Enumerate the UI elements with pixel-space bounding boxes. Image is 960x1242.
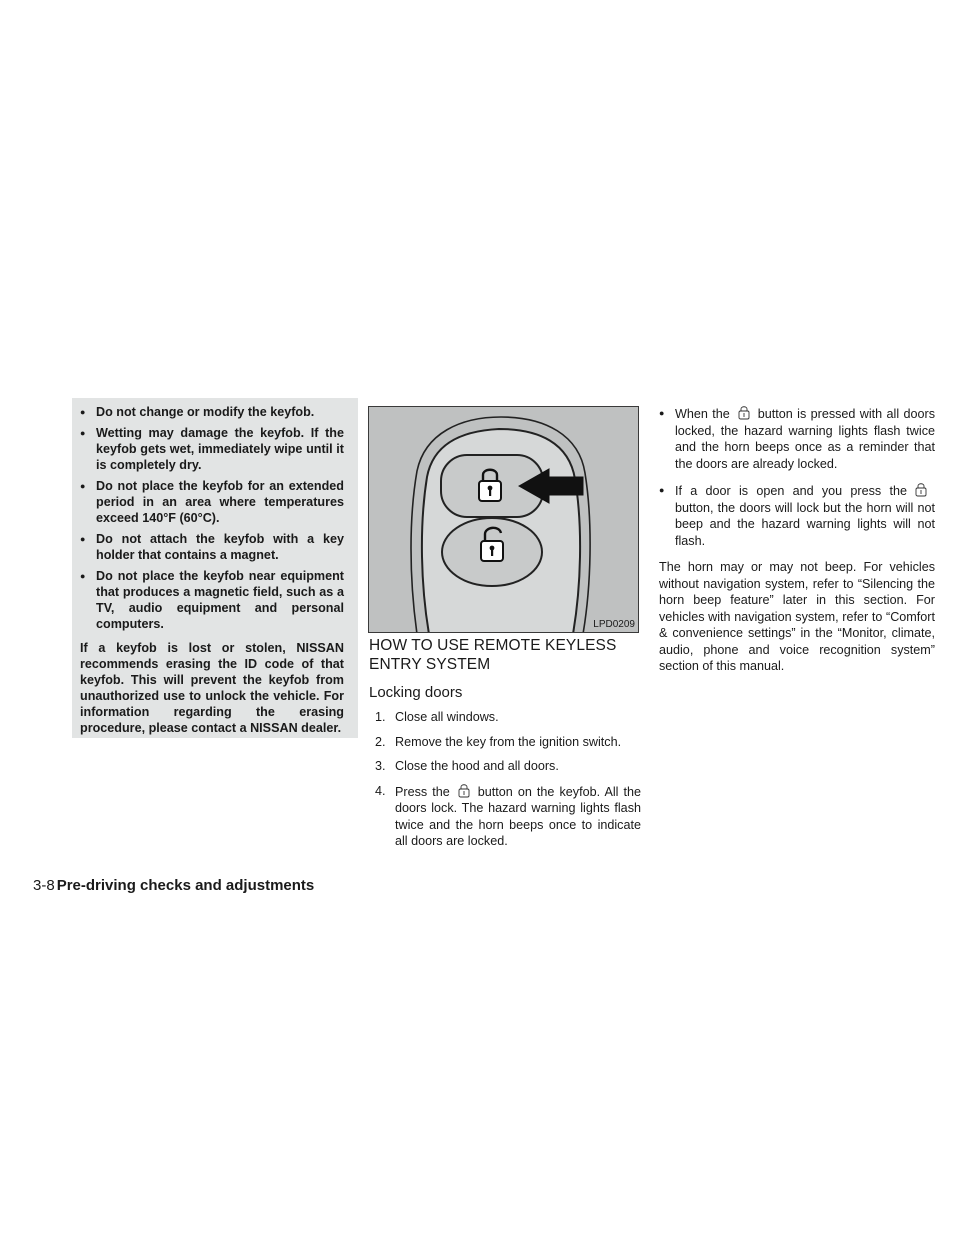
footer-section-name: Pre-driving checks and adjustments — [56, 877, 315, 894]
caution-item: ● Wetting may damage the keyfob. If the keyfob gets wet, immediately wipe until it is completely dry. — [80, 425, 344, 473]
section-title: HOW TO USE REMOTE KEYLESS ENTRY SYSTEM — [369, 637, 617, 673]
caution-box — [72, 398, 358, 738]
notes-list — [659, 405, 935, 549]
remote-keyless-section — [369, 636, 641, 858]
step-item: 2. Remove the key from the ignition switch. — [375, 734, 622, 749]
caution-item: ● Do not place the keyfob near equipment that produces a magnetic field, such as a TV, audio equipment and personal computers. — [80, 568, 344, 632]
lock-icon — [450, 783, 478, 797]
caution-list — [80, 404, 344, 632]
horn-paragraph: The horn may or may not beep. For vehicles without navigation system, refer to “Silencing the horn beep feature” later in this section. For vehicles with navigation system, refer to “Comfort & convenience settings” in the “Monitor, climate, audio, phone and voice recognition system” section of this manual. — [659, 560, 935, 673]
subsection-title: Locking doors — [369, 684, 463, 701]
keyfob-illustration — [369, 407, 639, 633]
note-item: ● When the button is pressed with all doors locked, the hazard warning lights flash twice and the horn beeps once as a reminder that the doors are already locked. — [659, 405, 935, 472]
page-number: 3-8 — [33, 877, 55, 894]
step-item: 4. Press the button on the keyfob. All the doors lock. The hazard warning lights flash twice and the horn beeps once to indicate all doors are locked. — [375, 783, 642, 848]
step-item: 3. Close the hood and all doors. — [375, 759, 559, 773]
lock-icon — [730, 405, 758, 419]
lock-icon — [907, 482, 935, 496]
figure-code: LPD0209 — [593, 619, 635, 630]
caution-item: ● Do not attach the keyfob with a key holder that contains a magnet. — [80, 531, 344, 563]
keyfob-figure — [368, 406, 639, 633]
caution-paragraph: If a keyfob is lost or stolen, NISSAN recommends erasing the ID code of that keyfob. This will prevent the keyfob from unauthorized use to unlock the vehicle. For information regarding the erasing procedure, please contact a NISSAN dealer. — [80, 641, 344, 735]
steps-list — [369, 709, 641, 850]
notes-column — [659, 405, 935, 675]
note-item: ● If a door is open and you press thebutton, the doors will lock but the horn will not beep and the hazard warning lights will not flash. — [659, 482, 935, 549]
caution-item: ● Do not change or modify the keyfob. — [80, 404, 344, 420]
caution-item: ● Do not place the keyfob for an extended period in an area where temperatures exceed 140°F (60°C). — [80, 478, 344, 526]
page-footer — [33, 877, 314, 894]
step-item: 1. Close all windows. — [375, 710, 499, 724]
